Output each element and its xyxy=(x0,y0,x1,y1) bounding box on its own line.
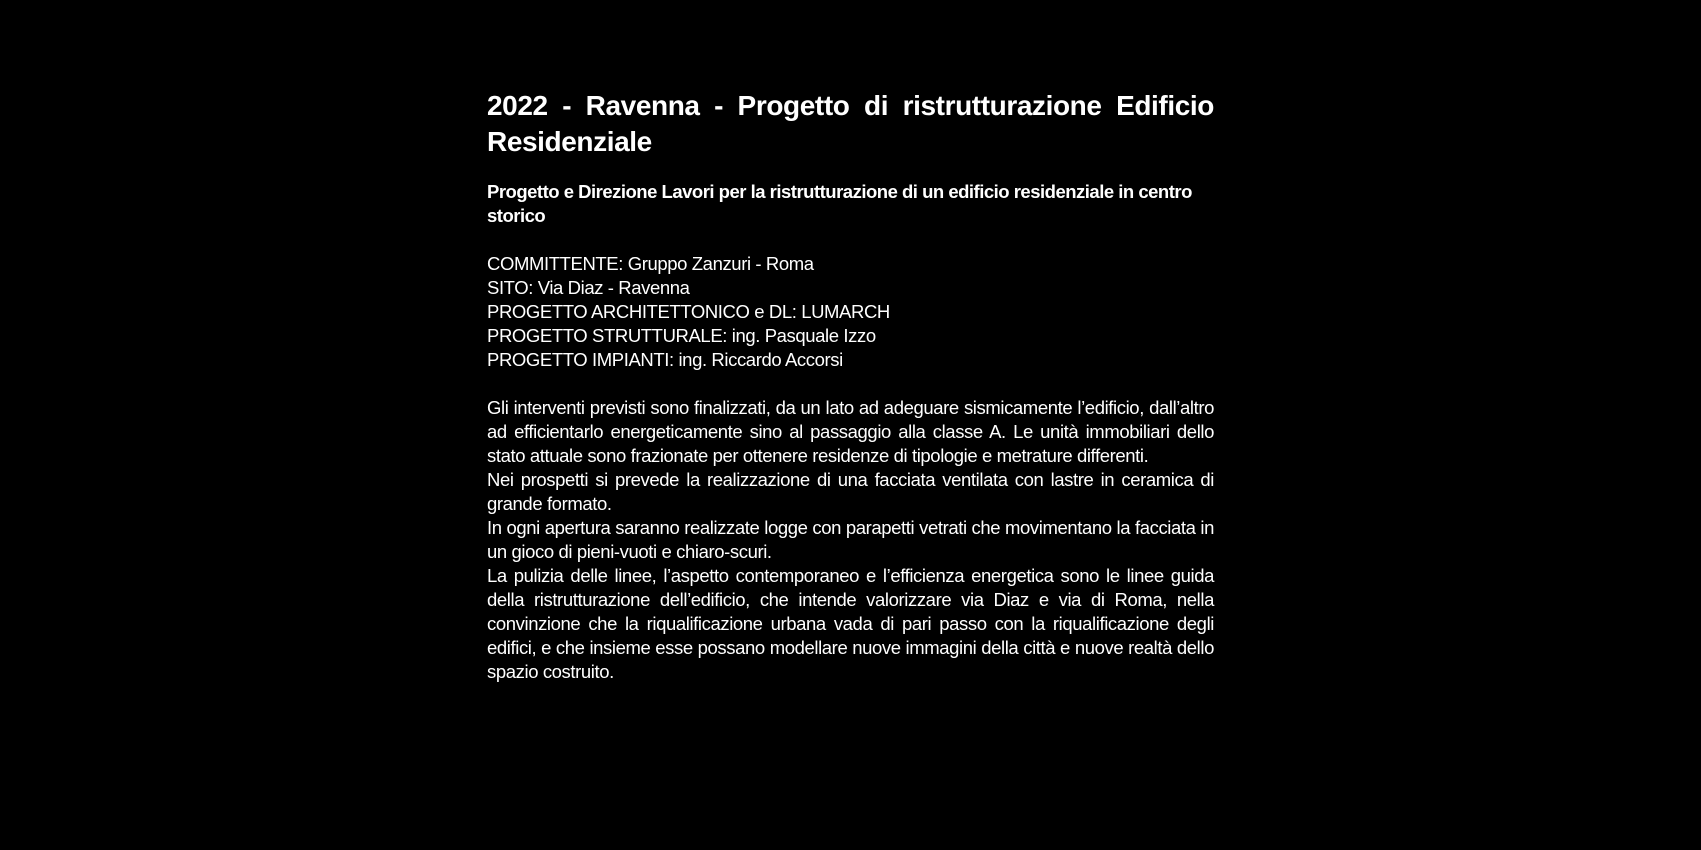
description-paragraph: La pulizia delle linee, l’aspetto contemporaneo e l’efficienza energetica sono le linee guida della ristrutturazione dell’edificio, che intende valorizzare via Diaz e via di Roma, nella convinzione che la riqualificazione urbana vada di pari passo con la riqualificazione degli edifici, e che insieme esse possano modellare nuove immagini della città e nuove realtà dello spazio costruito. xyxy=(487,565,1214,682)
credit-systems-project: PROGETTO IMPIANTI: ing. Riccardo Accorsi xyxy=(487,349,843,370)
credit-site: SITO: Via Diaz - Ravenna xyxy=(487,277,690,298)
project-subtitle: Progetto e Direzione Lavori per la ristrutturazione di un edificio residenziale in centro storico xyxy=(487,181,1192,226)
project-credits xyxy=(487,252,1214,372)
project-title: 2022 - Ravenna - Progetto di ristrutturazione Edificio Residenziale xyxy=(487,90,1214,157)
credit-client: COMMITTENTE: Gruppo Zanzuri - Roma xyxy=(487,253,814,274)
project-article xyxy=(487,88,1214,684)
credit-structural-project: PROGETTO STRUTTURALE: ing. Pasquale Izzo xyxy=(487,325,876,346)
description-paragraph: Nei prospetti si prevede la realizzazione di una facciata ventilata con lastre in ceramica di grande formato. xyxy=(487,469,1214,514)
project-description xyxy=(487,396,1214,684)
description-paragraph: In ogni apertura saranno realizzate logge con parapetti vetrati che movimentano la facciata in un gioco di pieni-vuoti e chiaro-scuri. xyxy=(487,517,1214,562)
description-paragraph: Gli interventi previsti sono finalizzati, da un lato ad adeguare sismicamente l’edificio, dall’altro ad efficientarlo energeticamente sino al passaggio alla classe A. Le unità immobiliari dello stato attuale sono frazionate per ottenere residenze di tipologie e metrature differenti. xyxy=(487,397,1214,466)
credit-architectural-project: PROGETTO ARCHITETTONICO e DL: LUMARCH xyxy=(487,301,890,322)
